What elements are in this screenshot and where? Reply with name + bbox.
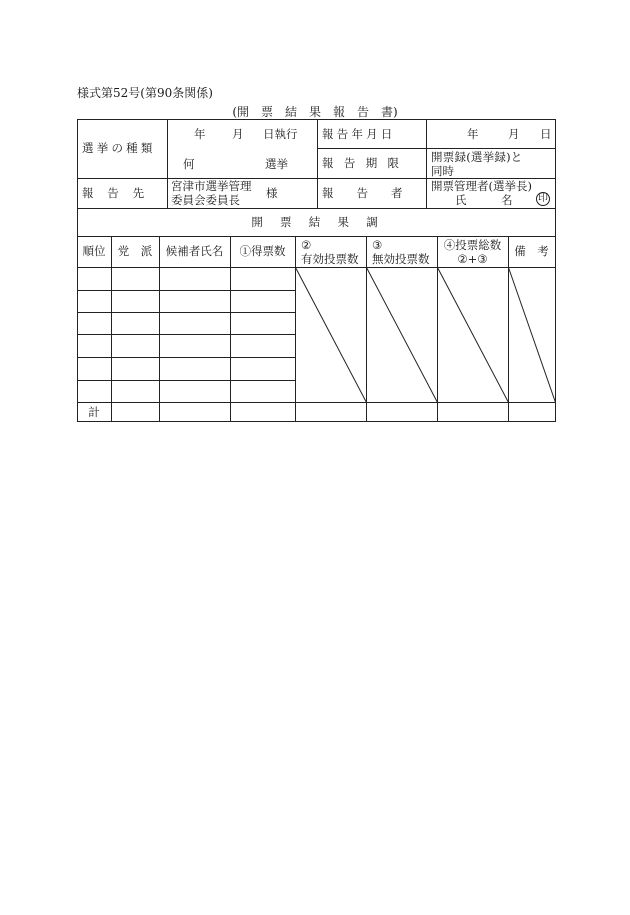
reporter-label: 報告者 bbox=[322, 186, 426, 200]
column-total: ④投票総数 bbox=[443, 238, 502, 252]
report-date-month: 月 bbox=[508, 127, 520, 141]
report-date-day: 日 bbox=[540, 127, 552, 141]
report-date-year: 年 bbox=[467, 127, 479, 141]
date-execute: 日執行 bbox=[263, 127, 298, 141]
column-party: 党 派 bbox=[117, 244, 153, 258]
column-remarks: 備 考 bbox=[514, 244, 549, 258]
deadline-value-line2: 同時 bbox=[431, 164, 454, 178]
recipient-value-line2: 委員会委員長 bbox=[171, 193, 240, 207]
recipient-label: 報告先 bbox=[82, 186, 158, 200]
date-year: 年 bbox=[194, 127, 206, 141]
column-votes: ①得票数 bbox=[239, 244, 286, 258]
deadline-label: 報告期限 bbox=[322, 156, 410, 170]
reporter-title: 開票管理者(選挙長) bbox=[431, 179, 532, 193]
seal-mark: 印 bbox=[538, 193, 548, 204]
election-type-label: 選挙の種類 bbox=[82, 141, 156, 155]
reporter-name-label: 氏 名 bbox=[455, 193, 513, 207]
recipient-honorific: 様 bbox=[266, 186, 278, 200]
results-title: 開 票 結 果 調 bbox=[251, 215, 381, 229]
form-number-label: 様式第52号(第90条関係) bbox=[77, 86, 213, 100]
deadline-value-line1: 開票録(選挙録)と bbox=[431, 150, 523, 164]
column-valid-total-number: ② bbox=[301, 238, 312, 252]
document-title: (開 票 結 果 報 告 書) bbox=[232, 105, 398, 119]
recipient-value-line1: 宮津市選挙管理 bbox=[171, 179, 252, 193]
total-row-label: 計 bbox=[88, 405, 100, 419]
column-invalid: 無効投票数 bbox=[372, 252, 430, 266]
column-rank: 順位 bbox=[82, 244, 106, 258]
column-invalid-number: ③ bbox=[372, 238, 383, 252]
column-total-formula: ②+③ bbox=[457, 252, 488, 266]
column-valid-total: 有効投票数 bbox=[301, 252, 359, 266]
report-date-label: 報告年月日 bbox=[322, 127, 396, 141]
date-month: 月 bbox=[232, 127, 244, 141]
election-label: 選挙 bbox=[265, 157, 288, 171]
what-label: 何 bbox=[183, 157, 195, 171]
column-candidate: 候補者氏名 bbox=[165, 244, 224, 258]
